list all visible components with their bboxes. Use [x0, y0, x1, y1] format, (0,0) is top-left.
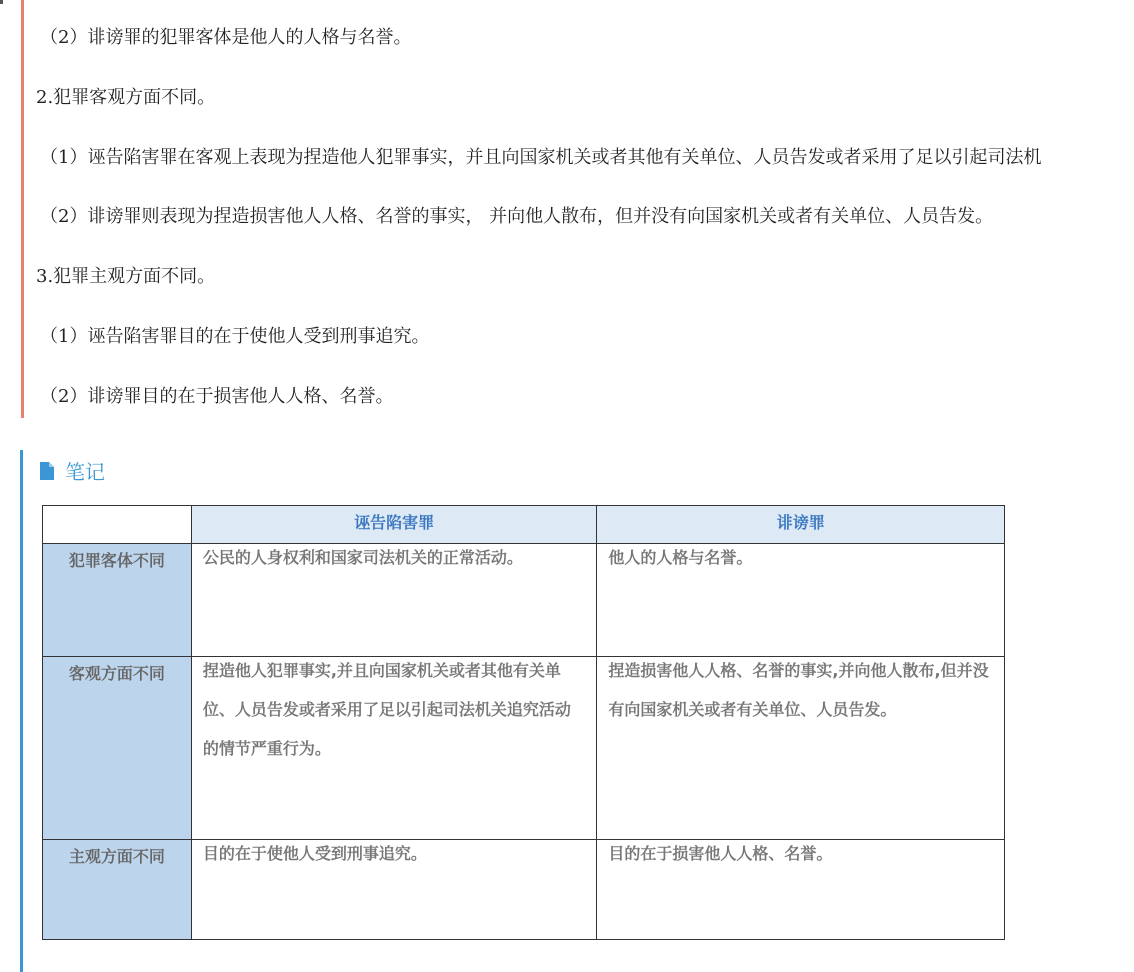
analysis-line: （2）诽谤罪则表现为捏造损害他人人格、名誉的事实， 并向他人散布，但并没有向国家机关或者有关单位、人员告发。 [40, 206, 994, 227]
table-cell [191, 657, 597, 840]
comparison-table [42, 505, 1005, 940]
analysis-heading: 2.犯罪客观方面不同。 [36, 87, 216, 108]
table-cell [191, 840, 597, 940]
table-header-blank [43, 506, 192, 544]
table-cell [597, 840, 1005, 940]
cell-text: 目的在于损害他人人格、名誉。 [608, 844, 833, 863]
table-header-defamation: 诽谤罪 [597, 506, 1005, 544]
note-title: 笔记 [65, 460, 105, 484]
table-cell [597, 544, 1005, 657]
table-row [43, 840, 1005, 940]
row-label: 客观方面不同 [43, 657, 192, 840]
cell-text: 捏造他人犯罪事实,并且向国家机关或者其他有关单位、人员告发或者采用了足以引起司法机关追究活动的情节严重行为。 [202, 661, 571, 758]
table-row [43, 657, 1005, 840]
analysis-block [21, 0, 1134, 418]
analysis-line: （1）诬告陷害罪目的在于使他人受到刑事追究。 [40, 326, 430, 347]
row-label: 犯罪客体不同 [43, 544, 192, 657]
cell-text: 捏造损害他人人格、名誉的事实,并向他人散布,但并没有向国家机关或者有关单位、人员告发。 [608, 661, 989, 719]
analysis-line: （2）诽谤罪目的在于损害他人人格、名誉。 [40, 386, 394, 407]
table-header-false-accusation: 诬告陷害罪 [191, 506, 597, 544]
cell-text: 公民的人身权利和国家司法机关的正常活动。 [202, 548, 523, 567]
row-label: 主观方面不同 [43, 840, 192, 940]
analysis-line: （1）诬告陷害罪在客观上表现为捏造他人犯罪事实，并且向国家机关或者其他有关单位、人员告发或者采用了足以引起司法机 [40, 147, 1042, 168]
table-cell [597, 657, 1005, 840]
analysis-heading: 3.犯罪主观方面不同。 [36, 266, 216, 287]
analysis-line: （2）诽谤罪的犯罪客体是他人的人格与名誉。 [40, 27, 412, 48]
table-row [43, 544, 1005, 657]
table-cell [191, 544, 597, 657]
edge-mark [0, 0, 3, 4]
cell-text: 他人的人格与名誉。 [608, 548, 753, 567]
note-header [39, 456, 105, 485]
note-block [20, 450, 1134, 972]
document-icon [39, 461, 55, 481]
cell-text: 目的在于使他人受到刑事追究。 [202, 844, 427, 863]
